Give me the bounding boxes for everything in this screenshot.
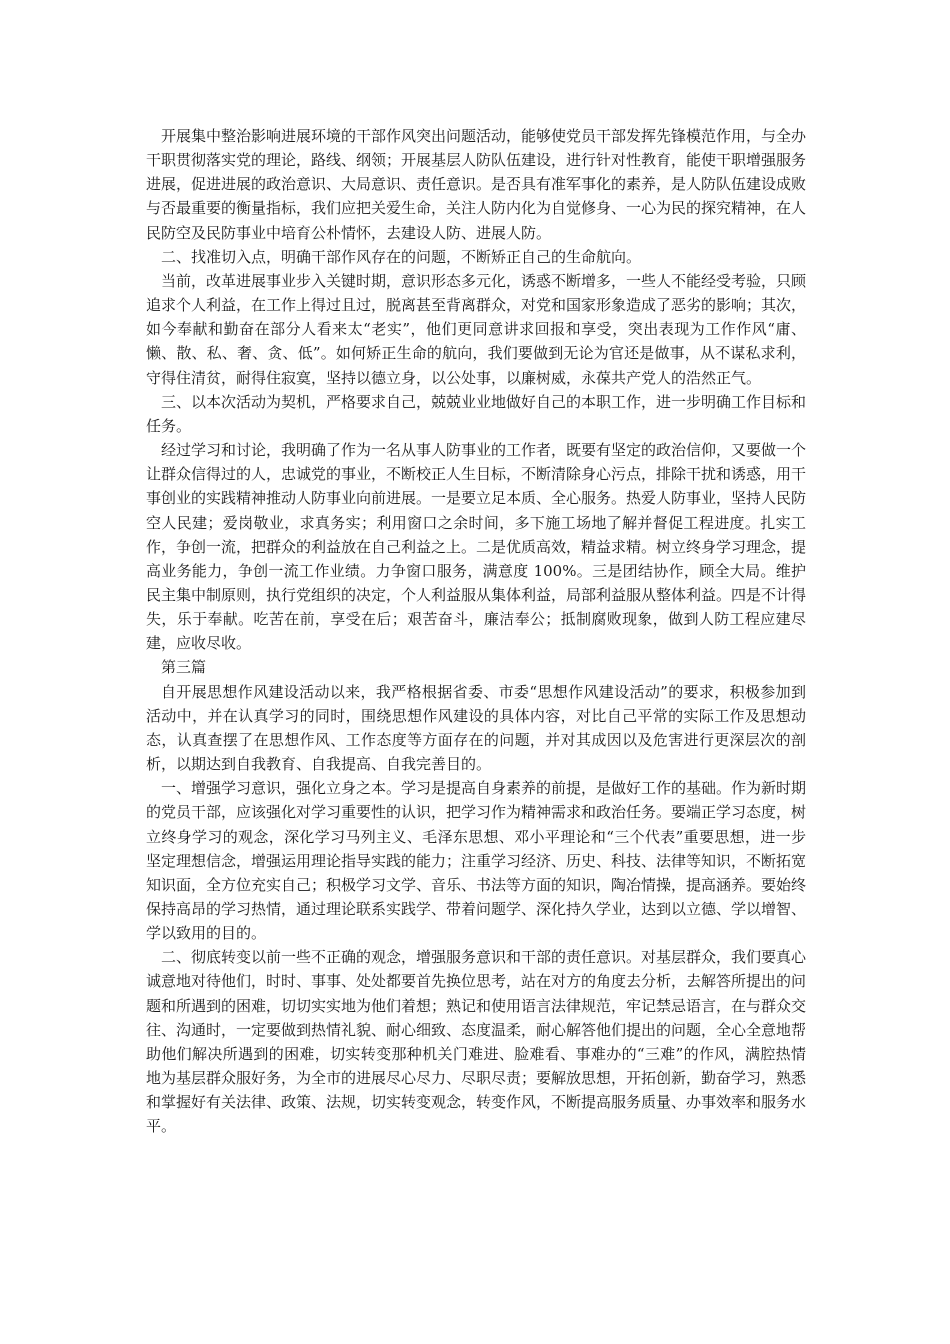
body-paragraph-7: 自开展思想作风建设活动以来，我严格根据省委、市委“思想作风建设活动”的要求，积极参加到活动中，并在认真学习的同时，围绕思想作风建设的具体内容，对比自己平常的实际工作及思想动态，认真查摆了在思想作风、工作态度等方面存在的问题，并对其成因以及危害进行更深层次的剖析，以期达到自我教育、自我提高、自我完善目的。 <box>146 682 806 774</box>
document-page <box>146 124 806 1139</box>
body-paragraph-3: 当前，改革进展事业步入关键时期，意识形态多元化，诱惑不断增多，一些人不能经受考验，只顾追求个人利益，在工作上得过且过，脱离甚至背离群众，对党和国家形象造成了恶劣的影响；其次，如今奉献和勤奋在部分人看来太“老实”，他们更同意讲求回报和享受，突出表现为工作作风“庸、懒、散、私、奢、贪、低”。如何矫正生命的航向，我们要做到无论为官还是做事，从不谋私求利，守得住清贫，耐得住寂寞，坚持以德立身，以公处事，以廉树威，永葆共产党人的浩然正气。 <box>146 271 807 387</box>
section-heading-3: 三、以本次活动为契机，严格要求自己，兢兢业业地做好自己的本职工作，进一步明确工作目标和任务。 <box>146 392 807 435</box>
body-paragraph-1: 开展集中整治影响进展环境的干部作风突出问题活动，能够使党员干部发挥先锋模范作用，与全办干职贯彻落实党的理论，路线、纲领；开展基层人防队伍建设，进行针对性教育，能使干职增强服务进展，促进进展的政治意识、大局意识、责任意识。是否具有准军事化的素养，是人防队伍建设成败与否最重要的衡量指标，我们应把关爱生命，关注人防内化为自觉修身、一心为民的探究精神，在人民防空及民防事业中培育公朴情怀，去建设人防、进展人防。 <box>146 127 807 242</box>
body-paragraph-8: 一、增强学习意识，强化立身之本。学习是提高自身素养的前提，是做好工作的基础。作为新时期的党员干部，应该强化对学习重要性的认识，把学习作为精神需求和政治任务。要端正学习态度，树立终身学习的观念，深化学习马列主义、毛泽东思想、邓小平理论和“三个代表”重要思想，进一步坚定理想信念，增强运用理论指导实践的能力；注重学习经济、历史、科技、法律等知识，不断拓宽知识面，全方位充实自己；积极学习文学、音乐、书法等方面的知识，陶冶情操，提高涵养。要始终保持高昂的学习热情，通过理论联系实践学、带着问题学、深化持久学业，达到以立德、学以增智、学以致用的目的。 <box>146 779 807 943</box>
section-heading-2: 二、找准切入点，明确干部作风存在的问题，不断矫正自己的生命航向。 <box>161 247 642 266</box>
body-paragraph-9: 二、彻底转变以前一些不正确的观念，增强服务意识和干部的责任意识。对基层群众，我们要真心诚意地对待他们，时时、事事、处处都要首先换位思考，站在对方的角度去分析，去解答所提出的问题和所遇到的困难，切切实实地为他们着想；熟记和使用语言法律规范，牢记禁忌语言，在与群众交往、沟通时，一定要做到热情礼貌、耐心细致、态度温柔，耐心解答他们提出的问题，全心全意地帮助他们解决所遇到的困难，切实转变那种机关门难进、脸难看、事难办的“三难”的作风，满腔热情地为基层群众服好务，为全市的进展尽心尽力、尽职尽责；要解放思想，开拓创新，勤奋学习，熟悉和掌握好有关法律、政策、法规，切实转变观念，转变作风，不断提高服务质量、办事效率和服务水平。 <box>146 948 807 1136</box>
body-paragraph-5: 经过学习和讨论，我明确了作为一名从事人防事业的工作者，既要有坚定的政治信仰，又要做一个让群众信得过的人，忠诚党的事业，不断校正人生目标，不断清除身心污点，排除干扰和诱惑，用干事创业的实践精神推动人防事业向前进展。一是要立足本质、全心服务。热爱人防事业，坚持人民防空人民建；爱岗敬业，求真务实；利用窗口之余时间，多下施工场地了解并督促工程进度。扎实工作，争创一流，把群众的利益放在自己利益之上。二是优质高效，精益求精。树立终身学习理念，提高业务能力，争创一流工作业绩。力争窗口服务，满意度 100%。三是团结协作，顾全大局。维护民主集中制原则，执行党组织的决定，个人利益服从集体利益，局部利益服从整体利益。四是不计得失，乐于奉献。吃苦在前，享受在后；艰苦奋斗，廉洁奉公；抵制腐败现象，做到人防工程应建尽建，应收尽收。 <box>146 441 807 653</box>
chapter-label: 第三篇 <box>161 658 207 677</box>
